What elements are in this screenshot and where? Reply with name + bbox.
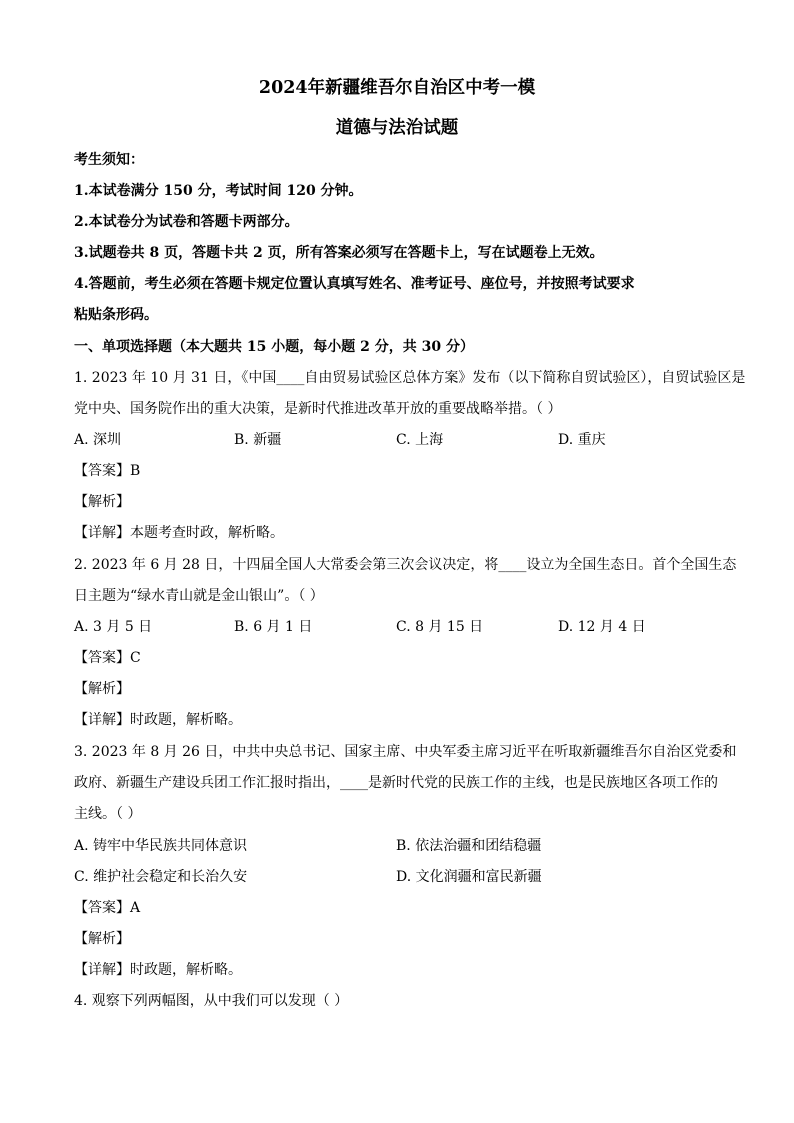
exam-subtitle: 道德与法治试题 bbox=[335, 118, 459, 138]
option-a: A. 铸牢中华民族共同体意识 bbox=[74, 838, 248, 854]
answer-line: 【答案】B bbox=[74, 463, 141, 479]
notice-item: 3.试题卷共 8 页，答题卡共 2 页，所有答案必须写在答题卡上，写在试题卷上无效。 bbox=[74, 245, 604, 261]
option-c: C. 维护社会稳定和长治久安 bbox=[74, 869, 248, 885]
option-b: B. 依法治疆和团结稳疆 bbox=[396, 838, 542, 854]
question-text: 2. 2023 年 6 月 28 日，十四届全国人大常委会第三次会议决定，将____设立为全国生态日。首个全国生态 bbox=[74, 557, 737, 573]
detail-line: 【详解】时政题，解析略。 bbox=[74, 962, 242, 978]
notice-item: 粘贴条形码。 bbox=[74, 307, 158, 323]
option-d: D. 12 月 4 日 bbox=[558, 619, 646, 635]
option-d: D. 文化润疆和富民新疆 bbox=[396, 869, 542, 885]
notice-item: 4.答题前，考生必须在答题卡规定位置认真填写姓名、准考证号、座位号，并按照考试要求 bbox=[74, 276, 635, 292]
answer-line: 【答案】C bbox=[74, 650, 141, 666]
question-text: 4. 观察下列两幅图，从中我们可以发现（ ） bbox=[74, 993, 349, 1009]
question-text: 3. 2023 年 8 月 26 日，中共中央总书记、国家主席、中央军委主席习近平在听取新疆维吾尔自治区党委和 bbox=[74, 744, 737, 760]
notice-item: 2.本试卷分为试卷和答题卡两部分。 bbox=[74, 214, 299, 230]
notice-heading: 考生须知： bbox=[74, 152, 144, 168]
detail-line: 【详解】时政题，解析略。 bbox=[74, 712, 242, 728]
analysis-line: 【解析】 bbox=[74, 931, 130, 947]
option-b: B. 6 月 1 日 bbox=[234, 619, 313, 635]
detail-line: 【详解】本题考查时政，解析略。 bbox=[74, 525, 284, 541]
option-a: A. 3 月 5 日 bbox=[74, 619, 153, 635]
analysis-line: 【解析】 bbox=[74, 681, 130, 697]
option-b: B. 新疆 bbox=[234, 432, 282, 448]
option-d: D. 重庆 bbox=[558, 432, 606, 448]
exam-title: 2024年新疆维吾尔自治区中考一模 bbox=[258, 78, 536, 98]
question-text: 1. 2023 年 10 月 31 日，《中国____自由贸易试验区总体方案》发布（以下简称自贸试验区），自贸试验区是 bbox=[74, 370, 746, 386]
question-text: 主线。（ ） bbox=[74, 806, 142, 822]
option-c: C. 8 月 15 日 bbox=[396, 619, 484, 635]
question-text: 党中央、国务院作出的重大决策，是新时代推进改革开放的重要战略举措。（ ） bbox=[74, 401, 562, 417]
question-text: 政府、新疆生产建设兵团工作汇报时指出，____是新时代党的民族工作的主线，也是民族地区各项工作的 bbox=[74, 775, 718, 791]
answer-line: 【答案】A bbox=[74, 900, 141, 916]
notice-item: 1.本试卷满分 150 分，考试时间 120 分钟。 bbox=[74, 183, 363, 199]
analysis-line: 【解析】 bbox=[74, 494, 130, 510]
question-text: 日主题为“绿水青山就是金山银山”。（ ） bbox=[74, 588, 324, 604]
option-a: A. 深圳 bbox=[74, 432, 122, 448]
section-heading: 一、单项选择题（本大题共 15 小题，每小题 2 分，共 30 分） bbox=[74, 339, 474, 355]
option-c: C. 上海 bbox=[396, 432, 444, 448]
